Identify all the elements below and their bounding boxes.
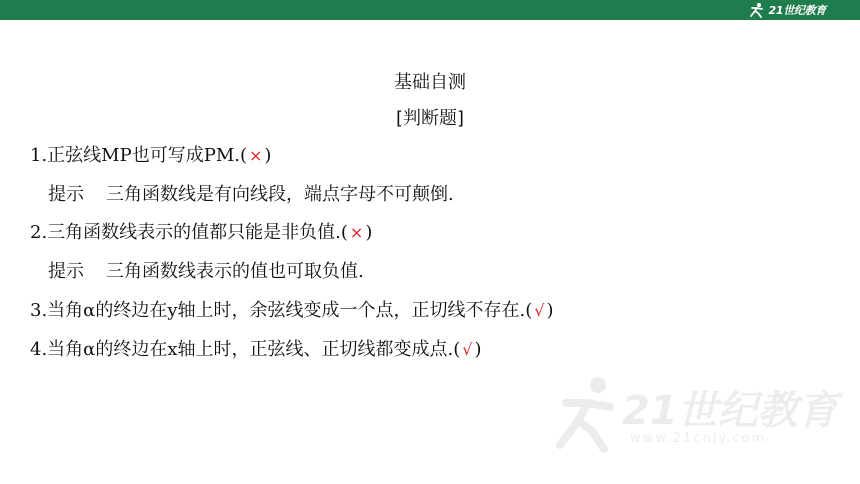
- question-4: [30, 338, 481, 362]
- logo-text: 21世纪教育: [768, 4, 826, 17]
- hint-label: 提示: [48, 184, 84, 205]
- cross-mark-icon: ×: [249, 146, 263, 165]
- question-close: ): [546, 300, 554, 321]
- check-mark-icon: √: [462, 340, 473, 359]
- question-text: 4.当角α的终边在x轴上时，正弦线、正切线都变成点.(: [30, 339, 461, 360]
- question-2: [30, 221, 372, 245]
- question-text: 1.正弦线MP也可写成PM.(: [30, 145, 248, 166]
- hint-text: 三角函数线是有向线段，端点字母不可颠倒.: [106, 184, 454, 205]
- check-mark-icon: √: [534, 301, 545, 320]
- question-close: ): [264, 145, 272, 166]
- hint-label: 提示: [48, 261, 84, 282]
- brand-logo: [747, 2, 826, 18]
- question-close: ): [365, 222, 373, 243]
- watermark-runner-icon: [550, 373, 620, 453]
- watermark-logo: [540, 365, 840, 465]
- question-text: 3.当角α的终边在y轴上时，余弦线变成一个点，正切线不存在.(: [30, 300, 533, 321]
- runner-logo-icon: [747, 2, 765, 18]
- cross-mark-icon: ×: [349, 223, 364, 242]
- question-3: [30, 299, 553, 323]
- watermark-text: 21世纪教育: [622, 388, 838, 434]
- header-bar: [0, 0, 860, 20]
- section-title: 基础自测: [394, 72, 466, 93]
- hint-text: 三角函数线表示的值也可取负值.: [106, 261, 364, 282]
- section-subtitle: [判断题]: [395, 108, 465, 129]
- hint-2: [48, 260, 364, 284]
- watermark-url: www.21cnjy.com: [630, 431, 767, 446]
- question-text: 2.三角函数线表示的值都只能是非负值.(: [30, 222, 348, 243]
- question-1: [30, 144, 271, 168]
- hint-1: [48, 183, 454, 207]
- question-close: ): [474, 339, 482, 360]
